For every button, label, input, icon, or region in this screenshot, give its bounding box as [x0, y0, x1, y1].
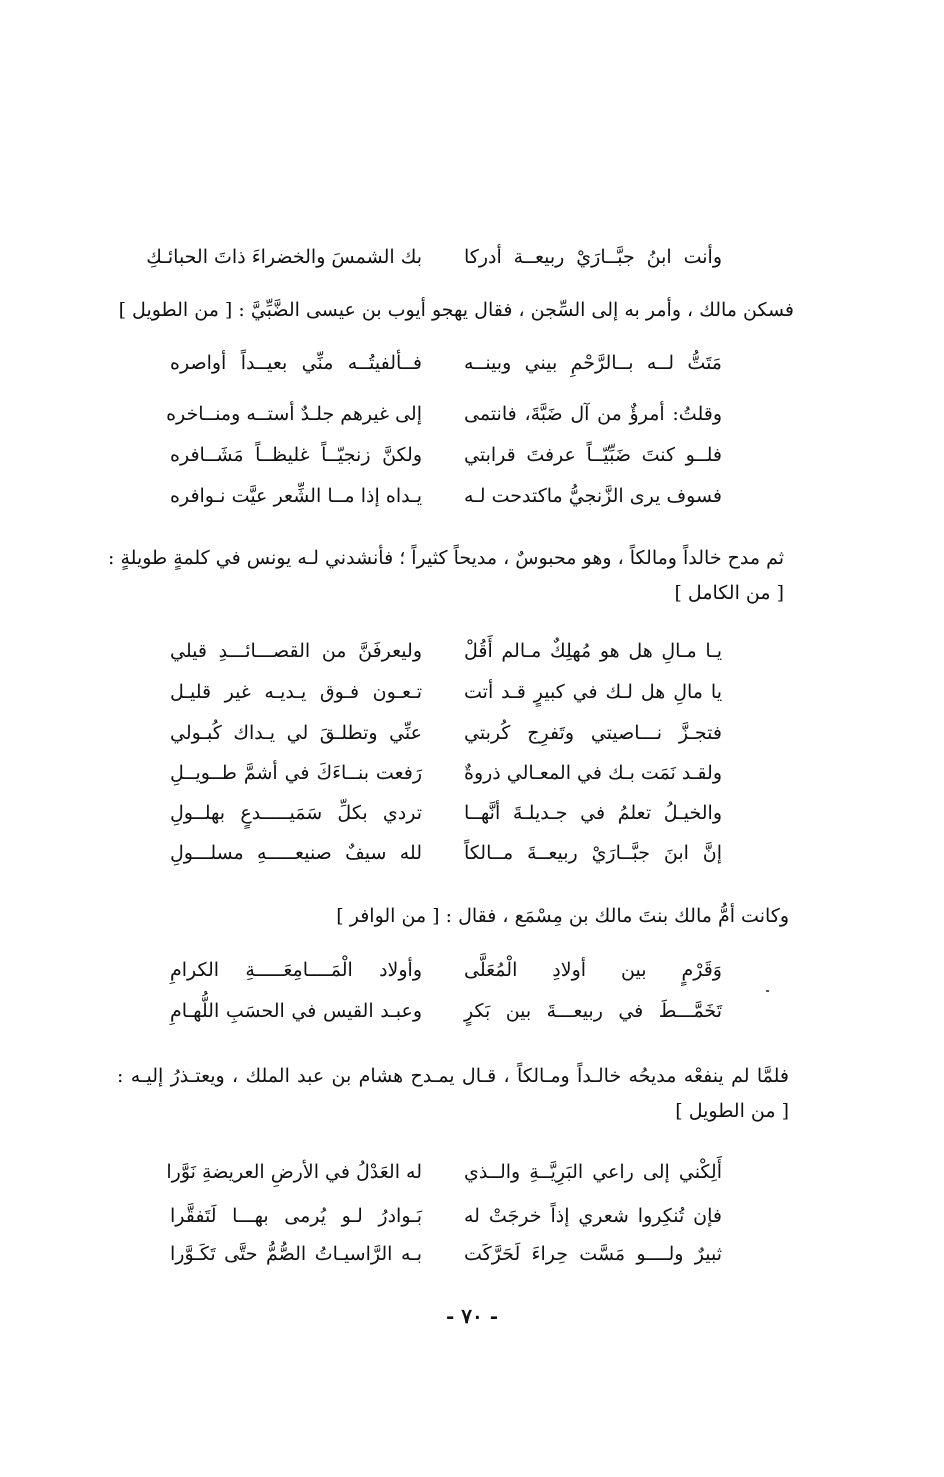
verse-second-hemistich: وليعرفَنَّ من القصـــائـــدِ قيلي — [170, 640, 422, 662]
verse-second-hemistich: بَـوادرُ لـو يُرمى بهـــا لَتَفقَّرا — [170, 1205, 422, 1227]
verse-first-hemistich: يا مالِ هل لـك في كبيرٍ قـد أتت — [464, 681, 722, 703]
verse-first-hemistich: تَخَمَّـــطَ في ربيعـــةَ بين بَكرٍ — [464, 1000, 722, 1022]
page-number: - ٧٠ - — [445, 1304, 498, 1328]
verse-second-hemistich: بك الشمسَ والخضراءَ ذاتَ الحبائـكِ — [146, 246, 422, 268]
verse-second-hemistich: فــألفيتُــه منِّي بعيــداً أواصره — [170, 352, 422, 374]
verse-second-hemistich: تـعـون فـوق يـديـه غير قليـل — [170, 681, 422, 703]
verse-first-hemistich: إنَّ ابنَ جبَّــارَيْ ربيعــةَ مــالكاً — [464, 842, 722, 864]
verse-second-hemistich: عنِّي وتطلـقَ لي يـداك كُبـولي — [170, 722, 422, 744]
verse-second-hemistich: بـه الرَّاسيـاتُ الصُّمُّ حتَّى تَكَـوَّرا — [170, 1243, 422, 1265]
verse-first-hemistich: ثبيرٌ ولــــو مَسَّت حِراءَ لَحَرَّكَت — [464, 1243, 722, 1265]
verse-first-hemistich: فتجـزَّ نـــاصيتي وتَفرِج كُربتي — [464, 722, 722, 744]
verse-second-hemistich: ولكنَّ زنجيّــاً غليظــاً مَشَــافره — [170, 444, 422, 466]
prose-paragraph: فسكن مالك ، وأمر به إلى السِّجن ، فقال يهجو أيوب بن عيسى الضَّبِّيَّ : [ من الطويل ] — [118, 299, 794, 321]
verse-second-hemistich: يـداه إذا مــا الشِّعر عيَّت نـوافره — [170, 485, 422, 507]
verse-first-hemistich: يـا مـالِ هل هو مُهلِكٌ مـالم أَقُلْ — [464, 640, 722, 662]
verse-first-hemistich: فإن تُنكِروا شعري إذاً خرجَتْ له — [464, 1205, 722, 1227]
verse-second-hemistich: وأولاد الْمَــــامِعَـــــةِ الكرامِ — [170, 959, 422, 981]
verse-first-hemistich: مَتَتُّ لــه بــالرَّحْمِ بيني وبينــه — [464, 352, 722, 374]
verse-first-hemistich: وأنت ابنُ جبَّــارَيْ ربيعــة أدركا — [464, 246, 722, 268]
meter-label: [ من الكامل ] — [674, 582, 784, 604]
verse-first-hemistich: وَقَرْمٍ بين أولادِ الْمُعَلَّى — [464, 959, 722, 981]
verse-second-hemistich: وعبـد القيس في الحسَبِ اللُّهـامِ — [170, 1000, 422, 1022]
verse-first-hemistich: فلــو كنتَ ضَبِّيّــاً عرفتَ قرابتي — [464, 444, 722, 466]
prose-paragraph: ثم مدح خالداً ومالكاً ، وهو محبوسٌ ، مديحاً كثيراً ؛ فأنشدني لـه يونس في كلمةٍ طويلةٍ : — [108, 547, 784, 569]
stray-mark — [766, 990, 769, 992]
verse-first-hemistich: والخيـلُ تعلمُ في جـديلـةَ أنَّهــا — [464, 802, 722, 824]
verse-second-hemistich: إلى غيرهم جلـدٌ أستــه ومنــاخره — [166, 403, 422, 425]
verse-second-hemistich: له العَدْلُ في الأرضِ العريضةِ نَوَّرا — [166, 1161, 422, 1183]
verse-first-hemistich: وقلتُ: أمرؤٌ من آل ضَبَّةَ، فانتمى — [464, 403, 722, 425]
verse-second-hemistich: تردي بكلِّ سَمَيـــــدعٍ بهلــولِ — [170, 802, 422, 824]
prose-paragraph: فلمَّا لم ينفعْه مديحُه خالـداً ومـالكاً ، قـال يمـدح هشام بن عبد الملك ، ويعتـذرُ إليـه : — [117, 1065, 789, 1087]
verse-second-hemistich: لله سيفٌ صنيعـــــهِ مسلـــولِ — [170, 842, 422, 864]
verse-first-hemistich: أَلِكْني إلى راعي البَرِيَّــةِ والــذي — [464, 1161, 722, 1183]
verse-first-hemistich: ولقـد نَمَت بـك في المعـالي ذروةٌ — [464, 762, 722, 784]
verse-first-hemistich: فسوف يرى الزَّنجيُّ ماكتدحت لـه — [464, 485, 722, 507]
prose-paragraph: وكانت أمُّ مالك بنتَ مالك بن مِسْمَع ، فقال : [ من الوافر ] — [336, 905, 789, 927]
verse-second-hemistich: رَفعت بنــاءَكَ في أشمَّ طــويــلِ — [170, 762, 422, 784]
meter-label: [ من الطويل ] — [675, 1100, 789, 1122]
